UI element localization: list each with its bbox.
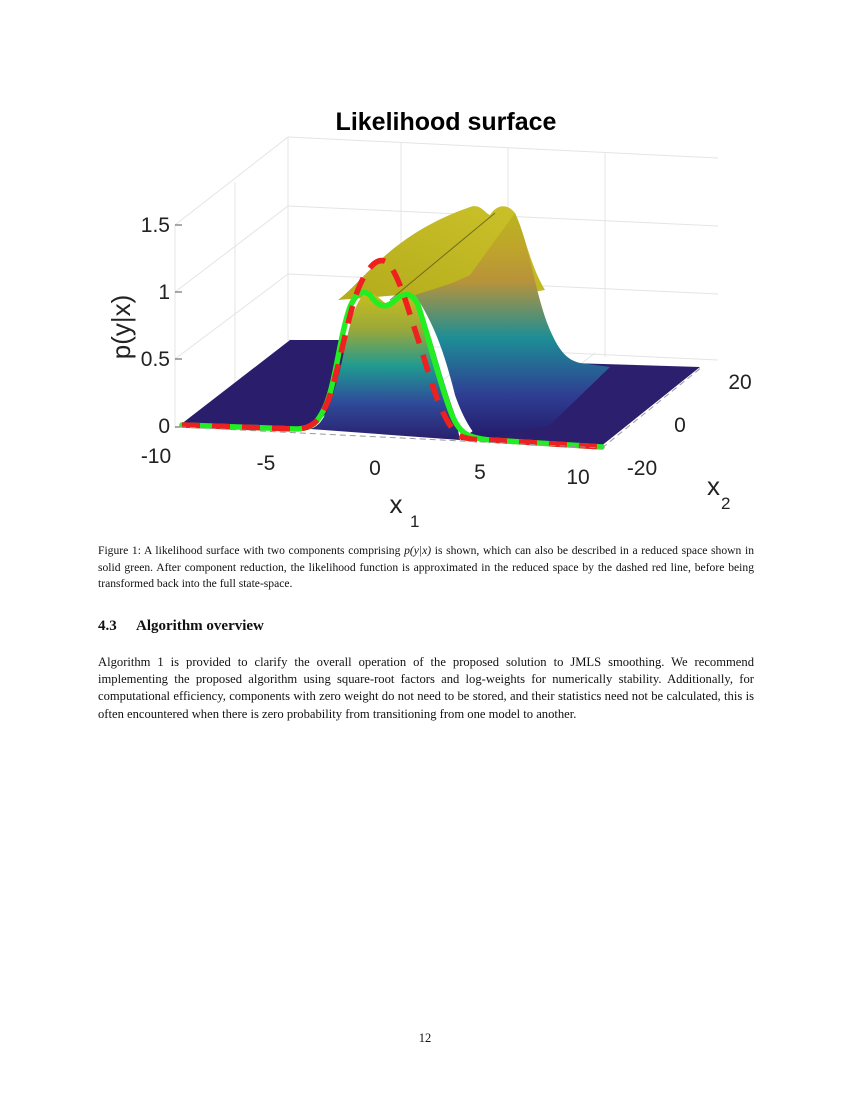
figure-title: Likelihood surface (335, 108, 557, 136)
likelihood-surface-figure (90, 95, 770, 535)
z-tick-0: 0 (158, 415, 170, 438)
x1-axis-label: x (389, 489, 403, 519)
section-title: Algorithm overview (136, 618, 264, 634)
z-axis (106, 214, 182, 438)
x2-tick-20: 20 (728, 371, 752, 394)
z-tick-0-5: 0.5 (140, 348, 170, 371)
x1-tick-0: 0 (369, 457, 381, 480)
section-paragraph: Algorithm 1 is provided to clarify the overall operation of the proposed solution to JMLS smoothing. We recommend implementing the proposed algorithm using square-root factors and log-weights for numerically stability. Additionally, for computational efficiency, components with zero weight do not need to be stored, and their statistics need not be calculated, this is often encountered when there is zero probability from transitioning from one model to another. (98, 655, 754, 721)
section-heading (98, 618, 754, 635)
x1-tick-neg5: -5 (256, 452, 276, 475)
x2-tick-neg20: -20 (626, 457, 658, 480)
surface-plot (90, 95, 770, 535)
figure-caption (98, 543, 754, 593)
page-number: 12 (418, 1031, 432, 1045)
x2-tick-0: 0 (674, 414, 686, 437)
caption-text-2: is shown, which can also be described in a reduced space shown in solid green. After component reduction, the likelihood function is approximated in the reduced space by the dashed red line, before being transformed back into the full state-space. (98, 544, 754, 591)
x1-tick-10: 10 (566, 466, 590, 489)
x1-tick-neg10: -10 (140, 445, 172, 468)
z-axis-label: p(y|x) (106, 294, 136, 360)
x1-axis-subscript: 1 (410, 512, 420, 531)
x2-axis-subscript: 2 (721, 494, 731, 513)
z-tick-1: 1 (158, 281, 170, 304)
caption-text-1: A likelihood surface with two components comprising (140, 544, 405, 557)
x1-tick-5: 5 (474, 461, 486, 484)
caption-math: p(y|x) (404, 544, 432, 557)
caption-label: Figure 1: (98, 544, 141, 557)
section-number: 4.3 (98, 618, 117, 634)
z-tick-1-5: 1.5 (140, 214, 170, 237)
x2-axis-label: x (707, 471, 720, 501)
